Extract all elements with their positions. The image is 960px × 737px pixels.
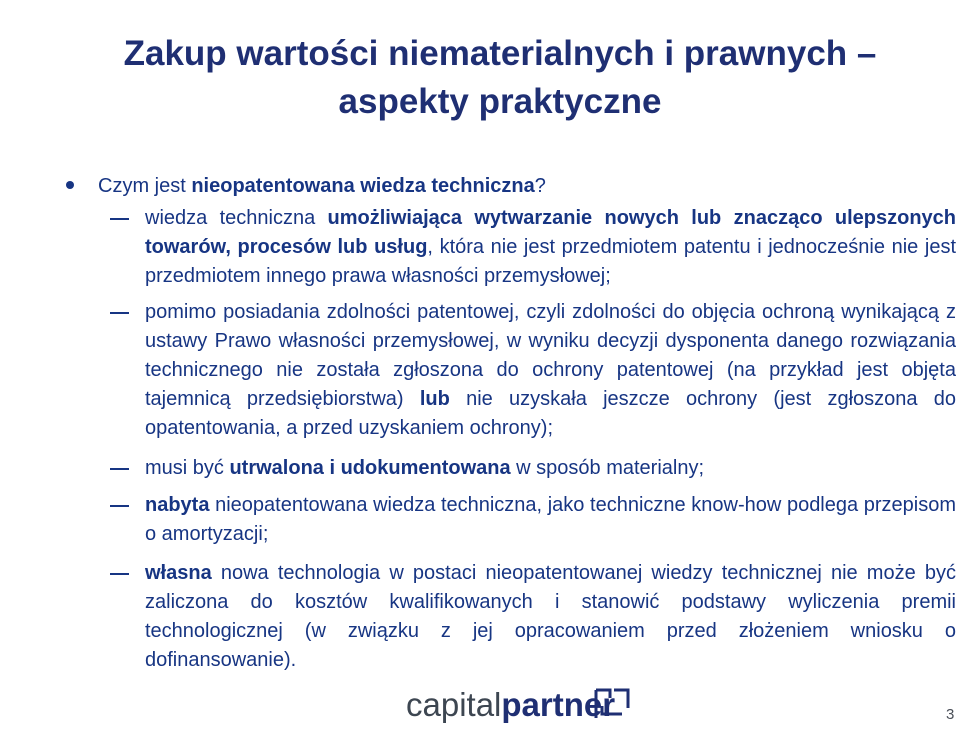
bullet-bold: nieopatentowana wiedza techniczna	[191, 175, 535, 197]
text-run: wiedza techniczna	[145, 207, 328, 229]
dash-icon	[110, 468, 129, 470]
sub-bullet-text	[145, 491, 956, 549]
sub-bullet-1	[110, 204, 956, 290]
sub-bullet-2	[110, 298, 956, 443]
sub-bullet-text	[145, 204, 956, 291]
dash-icon	[110, 573, 129, 575]
text-run: nie uzyskała jeszcze ochrony (jest zgłoszona do opatentowania, a przed uzyskaniem ochrony);	[145, 388, 957, 439]
sub-bullet-4	[110, 491, 956, 549]
bullet-dot-icon	[65, 172, 77, 200]
dash-icon	[110, 312, 129, 314]
logo-part-1: capital	[406, 686, 502, 723]
sub-bullet-list	[110, 204, 956, 675]
sub-bullet-text	[145, 559, 956, 675]
bold-phrase: umożliwiająca wytwarzanie nowych lub znacząco ulepszonych towarów, procesów lub usług	[145, 207, 956, 258]
slide-title	[60, 30, 940, 126]
company-logo	[406, 680, 615, 730]
page-number: 3	[946, 706, 955, 723]
dash-icon	[110, 505, 129, 507]
sub-bullet-text	[145, 454, 956, 483]
logo-part-2: partner	[501, 686, 616, 723]
bullet-prefix: Czym jest	[98, 175, 192, 197]
bold-phrase: własna	[145, 562, 212, 584]
bold-phrase: lub	[419, 388, 450, 410]
bold-phrase: nabyta	[145, 494, 210, 516]
text-run: pomimo posiadania zdolności patentowej, czyli zdolności do objęcia ochroną wynikającą z ustawy Prawo własności przemysłowej, w wyniku decyzji dysponenta danego rozwiązania technicznego nie została zgłoszona do ochrony patentowej (na przykład jest objęta tajemnicą przedsiębiorstwa)	[145, 301, 956, 410]
title-line-2: aspekty praktyczne	[338, 82, 662, 121]
main-bullet-text	[98, 172, 546, 200]
bold-phrase: utrwalona i udokumentowana	[229, 457, 511, 479]
sub-bullet-text	[145, 298, 956, 443]
text-run: nieopatentowana wiedza techniczna, jako techniczne know-how podlega przepisom o amortyzacji;	[145, 494, 956, 545]
capitalpartner-mark-icon	[594, 684, 630, 724]
bullet-suffix: ?	[534, 175, 546, 197]
title-line-1: Zakup wartości niematerialnych i prawnych –	[123, 34, 877, 73]
text-run: , która nie jest przedmiotem patentu i jednocześnie nie jest przedmiotem innego prawa własności przemysłowej;	[145, 236, 957, 287]
sub-bullet-3	[110, 454, 956, 483]
dash-icon	[110, 218, 129, 220]
text-run: musi być	[145, 457, 230, 479]
sub-bullet-5	[110, 559, 956, 675]
text-run: nowa technologia w postaci nieopatentowanej wiedzy technicznej nie może być zaliczona do kosztów kwalifikowanych i stanowić podstawy wyliczenia premii technologicznej (w związku z jej opracowaniem przed złożeniem wniosku o dofinansowanie).	[145, 562, 956, 671]
text-run: w sposób materialny;	[510, 457, 705, 479]
